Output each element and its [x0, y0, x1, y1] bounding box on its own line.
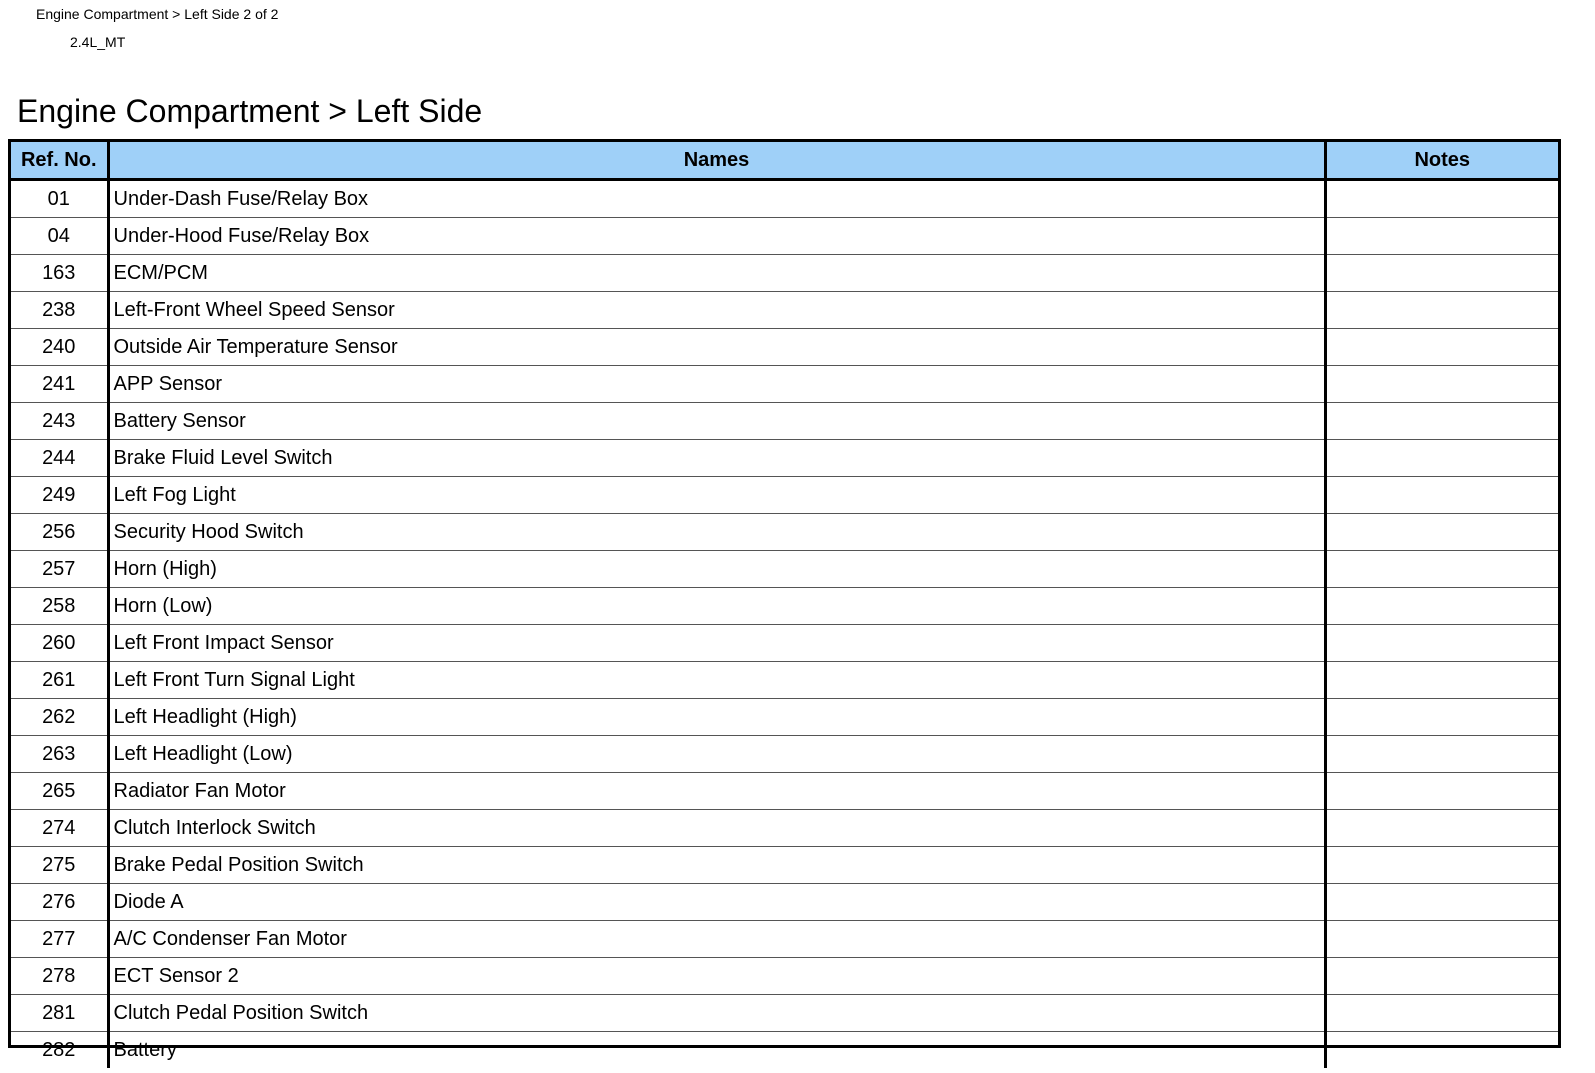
name-cell: Clutch Pedal Position Switch [108, 995, 1325, 1032]
ref-no-cell: 256 [11, 514, 108, 551]
ref-no-cell: 276 [11, 884, 108, 921]
name-cell: Battery Sensor [108, 403, 1325, 440]
name-cell: Outside Air Temperature Sensor [108, 329, 1325, 366]
table-row [11, 773, 1558, 810]
breadcrumb: Engine Compartment > Left Side 2 of 2 [36, 6, 279, 22]
notes-cell [1325, 218, 1558, 255]
notes-cell [1325, 180, 1558, 218]
name-cell: Brake Pedal Position Switch [108, 847, 1325, 884]
name-cell: Under-Dash Fuse/Relay Box [108, 180, 1325, 218]
table-row [11, 625, 1558, 662]
ref-no-cell: 244 [11, 440, 108, 477]
name-cell: Left Headlight (High) [108, 699, 1325, 736]
parts-table [11, 142, 1558, 1068]
column-header-notes: Notes [1325, 142, 1558, 180]
name-cell: Diode A [108, 884, 1325, 921]
table-row [11, 255, 1558, 292]
table-row [11, 921, 1558, 958]
name-cell: A/C Condenser Fan Motor [108, 921, 1325, 958]
column-header-ref-no: Ref. No. [11, 142, 108, 180]
ref-no-cell: 163 [11, 255, 108, 292]
parts-table-frame [8, 139, 1561, 1061]
table-row [11, 180, 1558, 218]
name-cell: APP Sensor [108, 366, 1325, 403]
notes-cell [1325, 810, 1558, 847]
name-cell: ECM/PCM [108, 255, 1325, 292]
ref-no-cell: 262 [11, 699, 108, 736]
table-row [11, 588, 1558, 625]
column-header-names: Names [108, 142, 1325, 180]
table-row [11, 366, 1558, 403]
table-row [11, 884, 1558, 921]
name-cell: Under-Hood Fuse/Relay Box [108, 218, 1325, 255]
table-row [11, 440, 1558, 477]
table-body [11, 180, 1558, 1069]
table-row [11, 810, 1558, 847]
notes-cell [1325, 255, 1558, 292]
notes-cell [1325, 477, 1558, 514]
table-row [11, 995, 1558, 1032]
table-row [11, 292, 1558, 329]
table-row [11, 551, 1558, 588]
ref-no-cell: 274 [11, 810, 108, 847]
ref-no-cell: 265 [11, 773, 108, 810]
notes-cell [1325, 921, 1558, 958]
table-row [11, 514, 1558, 551]
notes-cell [1325, 958, 1558, 995]
notes-cell [1325, 1032, 1558, 1069]
table-row [11, 329, 1558, 366]
name-cell: Left Fog Light [108, 477, 1325, 514]
page-title: Engine Compartment > Left Side [17, 93, 483, 129]
table-row [11, 403, 1558, 440]
table-row [11, 218, 1558, 255]
ref-no-cell: 277 [11, 921, 108, 958]
name-cell: Left-Front Wheel Speed Sensor [108, 292, 1325, 329]
notes-cell [1325, 292, 1558, 329]
name-cell: Left Front Impact Sensor [108, 625, 1325, 662]
ref-no-cell: 263 [11, 736, 108, 773]
notes-cell [1325, 995, 1558, 1032]
table-row [11, 477, 1558, 514]
notes-cell [1325, 588, 1558, 625]
ref-no-cell: 257 [11, 551, 108, 588]
ref-no-cell: 260 [11, 625, 108, 662]
table-row [11, 958, 1558, 995]
name-cell: Horn (High) [108, 551, 1325, 588]
ref-no-cell: 282 [11, 1032, 108, 1069]
name-cell: Left Front Turn Signal Light [108, 662, 1325, 699]
notes-cell [1325, 884, 1558, 921]
ref-no-cell: 281 [11, 995, 108, 1032]
name-cell: Clutch Interlock Switch [108, 810, 1325, 847]
notes-cell [1325, 736, 1558, 773]
notes-cell [1325, 699, 1558, 736]
variant-label: 2.4L_MT [70, 34, 126, 50]
notes-cell [1325, 329, 1558, 366]
name-cell: Horn (Low) [108, 588, 1325, 625]
name-cell: Battery [108, 1032, 1325, 1069]
table-header-row [11, 142, 1558, 180]
ref-no-cell: 240 [11, 329, 108, 366]
table-row [11, 1032, 1558, 1069]
ref-no-cell: 238 [11, 292, 108, 329]
notes-cell [1325, 773, 1558, 810]
ref-no-cell: 241 [11, 366, 108, 403]
notes-cell [1325, 847, 1558, 884]
ref-no-cell: 278 [11, 958, 108, 995]
notes-cell [1325, 403, 1558, 440]
notes-cell [1325, 514, 1558, 551]
notes-cell [1325, 625, 1558, 662]
ref-no-cell: 249 [11, 477, 108, 514]
ref-no-cell: 01 [11, 180, 108, 218]
name-cell: Brake Fluid Level Switch [108, 440, 1325, 477]
ref-no-cell: 275 [11, 847, 108, 884]
notes-cell [1325, 662, 1558, 699]
table-row [11, 662, 1558, 699]
name-cell: ECT Sensor 2 [108, 958, 1325, 995]
name-cell: Security Hood Switch [108, 514, 1325, 551]
notes-cell [1325, 366, 1558, 403]
table-row [11, 847, 1558, 884]
name-cell: Left Headlight (Low) [108, 736, 1325, 773]
ref-no-cell: 243 [11, 403, 108, 440]
ref-no-cell: 258 [11, 588, 108, 625]
table-row [11, 736, 1558, 773]
notes-cell [1325, 551, 1558, 588]
ref-no-cell: 04 [11, 218, 108, 255]
table-row [11, 699, 1558, 736]
notes-cell [1325, 440, 1558, 477]
name-cell: Radiator Fan Motor [108, 773, 1325, 810]
ref-no-cell: 261 [11, 662, 108, 699]
